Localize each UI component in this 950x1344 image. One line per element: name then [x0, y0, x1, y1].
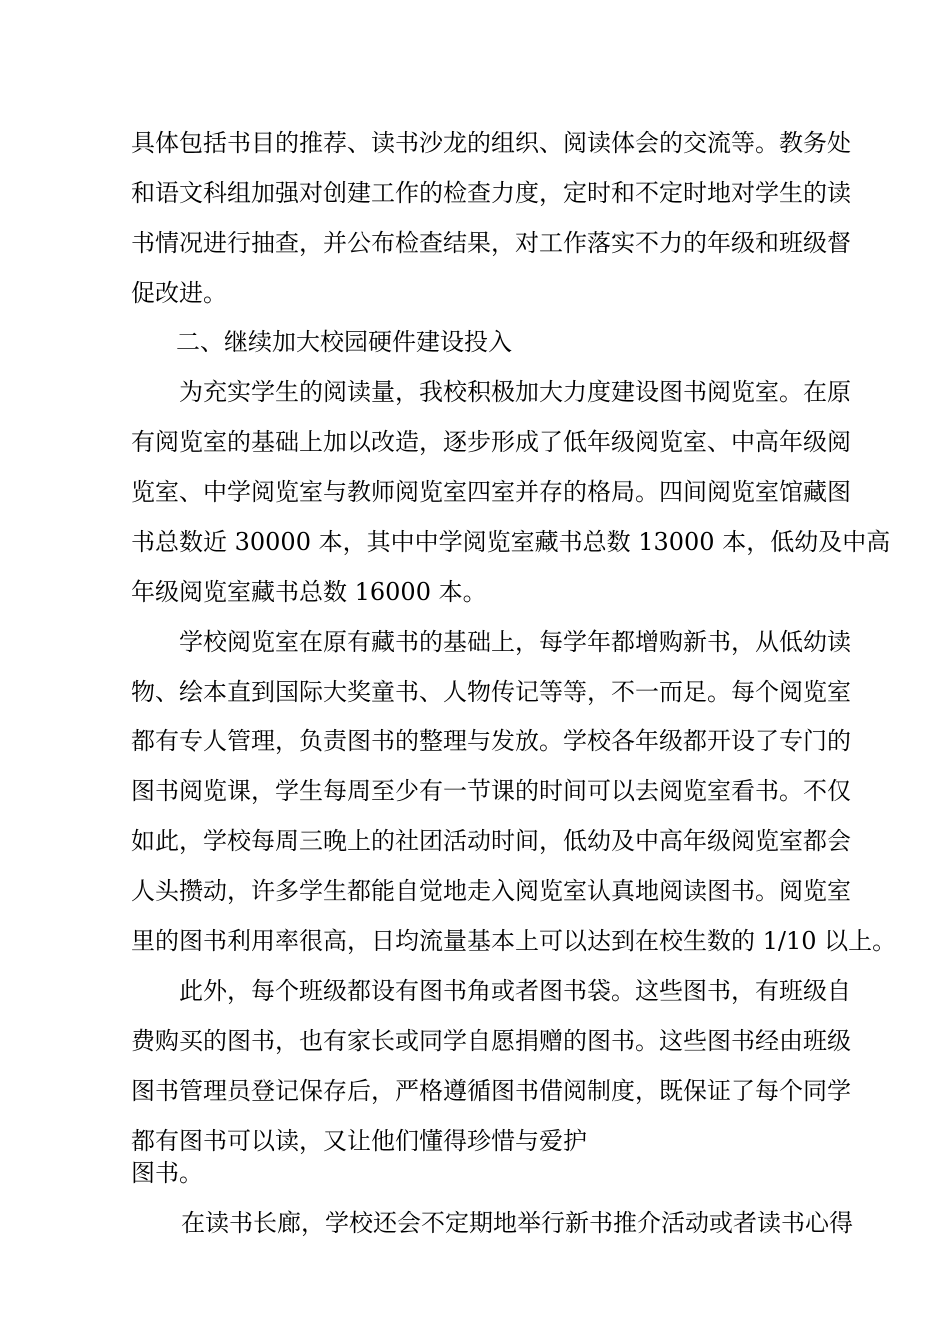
text-line: 图书阅览课，学生每周至少有一节课的时间可以去阅览室看书。不仅: [131, 777, 851, 805]
text-line: 书总数近 30000 本，其中中学阅览室藏书总数 13000 本，低幼及中高: [131, 528, 891, 556]
text-line: 如此，学校每周三晚上的社团活动时间，低幼及中高年级阅览室都会: [131, 827, 851, 855]
text-line: 促改进。: [131, 279, 227, 307]
text-line: 里的图书利用率很高，日均流量基本上可以达到在校生数的 1/10 以上。: [131, 927, 897, 955]
text-line: 人头攒动，许多学生都能自觉地走入阅览室认真地阅读图书。阅览室: [131, 877, 851, 905]
text-line: 具体包括书目的推荐、读书沙龙的组织、阅读体会的交流等。教务处: [131, 129, 851, 157]
text-line: 物、绘本直到国际大奖童书、人物传记等等，不一而足。每个阅览室: [131, 678, 851, 706]
text-line: 年级阅览室藏书总数 16000 本。: [131, 578, 487, 606]
text-line: 有阅览室的基础上加以改造，逐步形成了低年级阅览室、中高年级阅: [131, 428, 851, 456]
text-line: 在读书长廊，学校还会不定期地举行新书推介活动或者读书心得: [181, 1209, 853, 1237]
text-line: 都有图书可以读，又让他们懂得珍惜与爱护: [131, 1127, 587, 1155]
text-line: 览室、中学阅览室与教师阅览室四室并存的格局。四间阅览室馆藏图: [131, 478, 851, 506]
section-heading: 二、继续加大校园硬件建设投入: [176, 328, 512, 356]
text-line: 为充实学生的阅读量，我校积极加大力度建设图书阅览室。在原: [179, 378, 851, 406]
text-line: 学校阅览室在原有藏书的基础上，每学年都增购新书，从低幼读: [179, 628, 851, 656]
text-line: 书情况进行抽查，并公布检查结果，对工作落实不力的年级和班级督: [131, 229, 851, 257]
text-line: 和语文科组加强对创建工作的检查力度，定时和不定时地对学生的读: [131, 179, 851, 207]
text-line: 此外，每个班级都设有图书角或者图书袋。这些图书，有班级自: [179, 977, 851, 1005]
text-line: 图书。: [131, 1159, 203, 1187]
text-line: 费购买的图书，也有家长或同学自愿捐赠的图书。这些图书经由班级: [131, 1027, 851, 1055]
text-line: 图书管理员登记保存后，严格遵循图书借阅制度，既保证了每个同学: [131, 1077, 851, 1105]
text-line: 都有专人管理，负责图书的整理与发放。学校各年级都开设了专门的: [131, 727, 851, 755]
